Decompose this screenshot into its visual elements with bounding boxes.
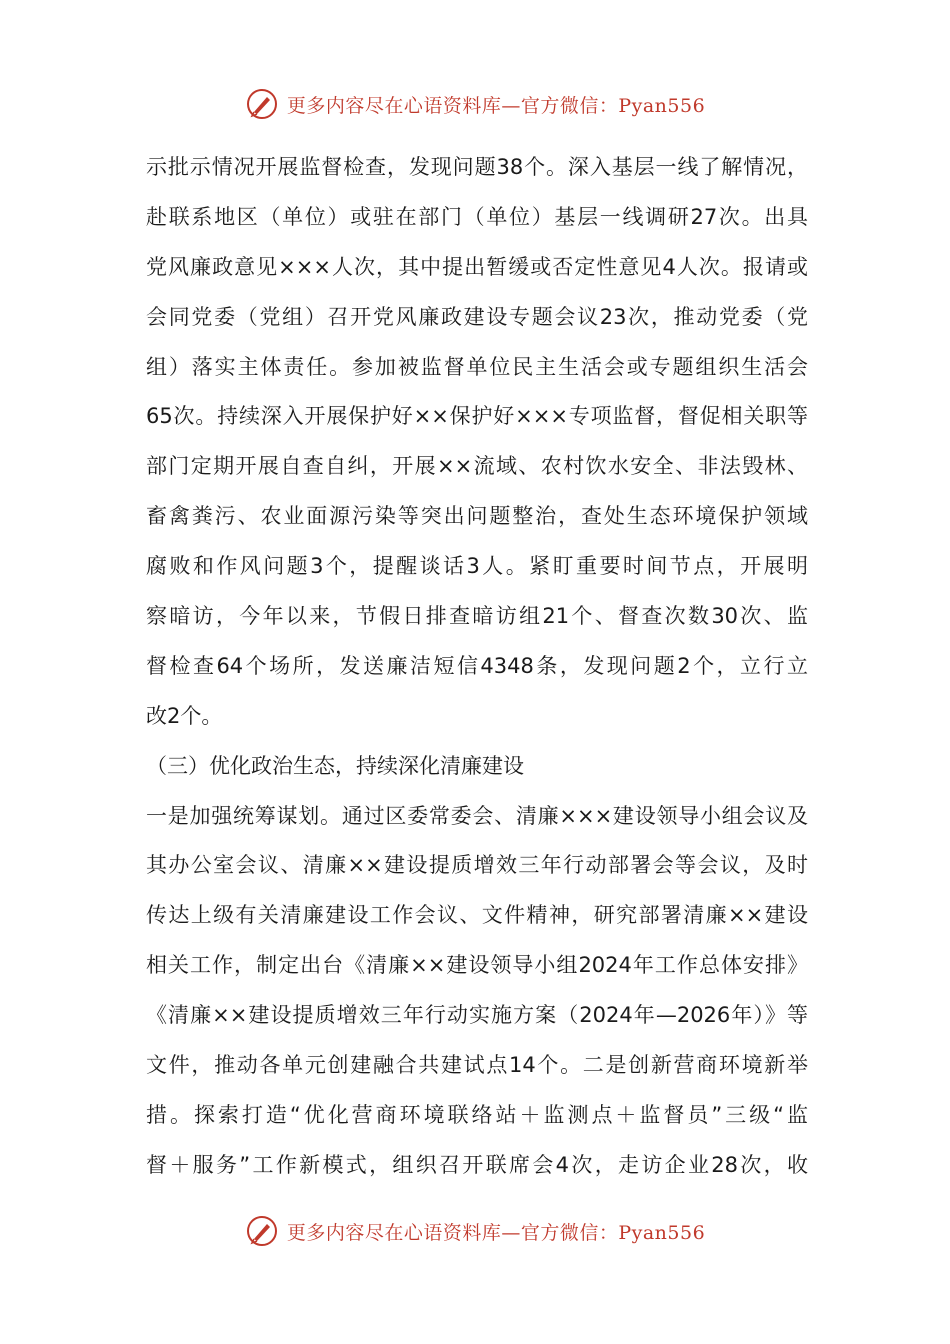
body-line: 传达上级有关清廉建设工作会议、文件精神，研究部署清廉××建设	[146, 903, 808, 928]
header-banner-text: 更多内容尽在心语资料库—官方微信：Pyan556	[286, 94, 706, 117]
footer-banner	[0, 1211, 950, 1251]
body-line: 赴联系地区（单位）或驻在部门（单位）基层一线调研27次。出具	[146, 204, 808, 229]
body-line: 示批示情况开展监督检查，发现问题38个。深入基层一线了解情况，	[146, 155, 808, 179]
body-line: 一是加强统筹谋划。通过区委常委会、清廉×××建设领导小组会议及	[146, 803, 808, 828]
body-line: 畜禽粪污、农业面源污染等突出问题整治，查处生态环境保护领域	[146, 504, 808, 529]
body-line: 部门定期开展自查自纠，开展××流域、农村饮水安全、非法毁林、	[146, 454, 808, 479]
body-line: 党风廉政意见×××人次，其中提出暂缓或否定性意见4人次。报请或	[146, 254, 808, 279]
body-line: 文件，推动各单元创建融合共建试点14个。二是创新营商环境新举	[146, 1053, 808, 1078]
body-line: 其办公室会议、清廉××建设提质增效三年行动部署会等会议，及时	[146, 853, 808, 878]
body-line: 《清廉××建设提质增效三年行动实施方案（2024年—2026年）》等	[146, 1003, 808, 1028]
pen-circle-logo-icon	[245, 1214, 279, 1248]
body-line: 督检查64个场所，发送廉洁短信4348条，发现问题2个，立行立	[146, 653, 808, 678]
footer-banner-text: 更多内容尽在心语资料库—官方微信：Pyan556	[286, 1221, 706, 1244]
body-line: 督＋服务”工作新模式，组织召开联席会4次，走访企业28次，收	[146, 1152, 808, 1177]
body-line: 改2个。	[146, 703, 223, 728]
body-line: 相关工作，制定出台《清廉××建设领导小组2024年工作总体安排》	[146, 953, 808, 978]
pen-circle-logo-icon	[245, 87, 279, 121]
body-line: 会同党委（党组）召开党风廉政建设专题会议23次，推动党委（党	[146, 304, 808, 329]
section-heading: （三）优化政治生态，持续深化清廉建设	[146, 753, 524, 778]
body-line: 腐败和作风问题3个，提醒谈话3人。紧盯重要时间节点，开展明	[146, 554, 808, 579]
body-line: 65次。持续深入开展保护好××保护好×××专项监督，督促相关职等	[146, 404, 808, 429]
body-line: 措。探索打造“优化营商环境联络站＋监测点＋监督员”三级“监	[146, 1102, 808, 1127]
body-line: 组）落实主体责任。参加被监督单位民主生活会或专题组织生活会	[146, 354, 808, 379]
header-banner	[0, 84, 950, 124]
document-body	[146, 143, 808, 1191]
body-line: 察暗访，今年以来，节假日排查暗访组21个、督查次数30次、监	[146, 604, 808, 629]
